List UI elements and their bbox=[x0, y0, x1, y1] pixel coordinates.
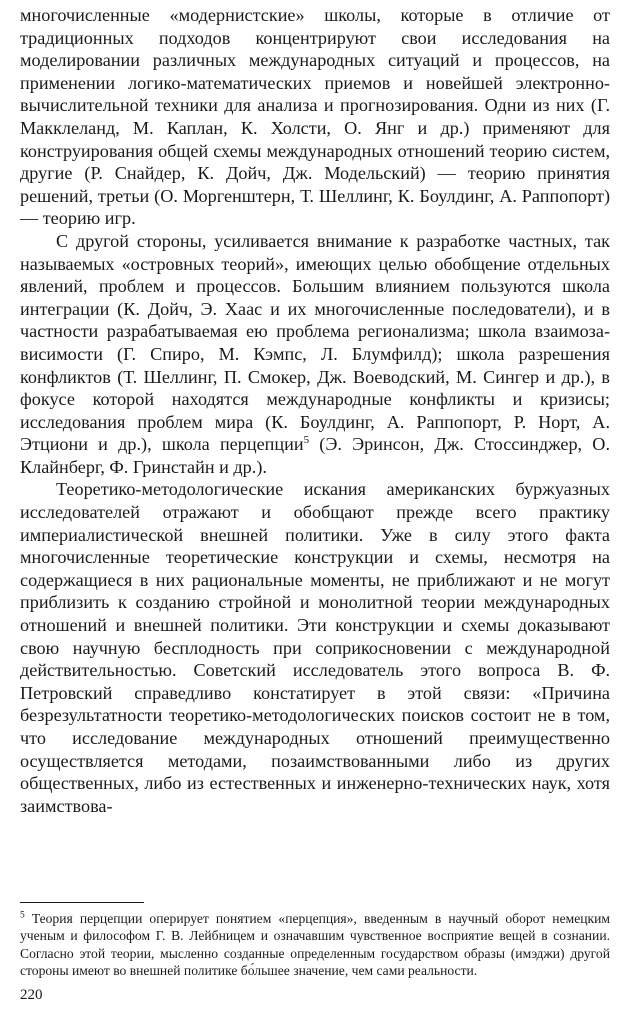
paragraph-2-text: С другой стороны, усиливается внимание к разработке частных, так называемых «островных теорий», имеющих целью обобщение отдельных явлений, проблем и процессов. Большим влиянием пользуются школа интеграции (К. Дойч, Э. Хаас и их многочисленные последователи), и в частности разрабатываемая ею проблема регионализма; школа взаимозависимости (Г. Спиро, М. Кэмпс, Л. Блумфилд); школа разрешения конфликтов (Т. Шеллинг, П. Смокер, Дж. Воеводский, М. Сингер и др.), в фокусе которой находятся международные конфликты и кризисы; исследования проблем мира (К. Боулдинг, А. Раппопорт, Р. Норт, А. Этциони и др.), школа перцепции bbox=[20, 230, 610, 455]
page-body bbox=[20, 4, 610, 817]
page-number: 220 bbox=[20, 987, 43, 1003]
footnote-reference[interactable]: 5 bbox=[303, 434, 310, 447]
footnote-divider bbox=[20, 902, 144, 903]
paragraph-2 bbox=[20, 230, 610, 479]
paragraph-3: Теоретико-методологические искания американских буржуазных исследователей отражают и обобщают прежде всего практику империалистической внешней политики. Уже в силу этого факта многочисленные теоретические конструкции и схемы, несмотря на содержащиеся в них рациональные моменты, не приближают и не могут приблизить к созданию стройной и монолитной теории международных отношений и внешней политики. Эти конструкции и схемы доказывают свою научную бесплодность при соприкосновении с международной действительностью. Советский исследователь этого вопроса В. Ф. Петровский справедливо констатирует в этой связи: «Причина безрезультатности теоретико-методологических поисков состоит не в том, что исследование международных отношений преимущественно осуществляется методами, позаимствованными либо из других общественных, либо из естественных и инженерно-технических наук, хотя заимствова- bbox=[20, 479, 610, 816]
footnote-mark: 5 bbox=[20, 910, 25, 921]
paragraph-2-text-end: (Э. Эринсон, Дж. Стоссинджер, О. Клайнберг, Ф. Гринстайн и др.). bbox=[20, 434, 610, 477]
footnote-text: Теория перцепции оперирует понятием «перцепция», введенным в научный оборот немецким ученым и философом Г. В. Лейбницем и означавшим чувственное восприятие вещей в сознании. Согласно этой теории, мысленно созданные определенным государством образы (имэджи) другой стороны имеют во внешней политике бо́льшее значение, чем сами реальности. bbox=[20, 911, 610, 979]
paragraph-1: многочисленные «модернистские» школы, которые в отличие от традиционных подходов концентрируют свои исследования на моделировании различных международных ситуаций и процессов, на применении логико-математических приемов и новейшей электронно-вычислительной техники для анализа и прогнозирования. Одни из них (Г. Макклеланд, М. Каплан, К. Холсти, О. Янг и др.) применяют для конструирования общей схемы международных отношений теорию систем, другие (Р. Снайдер, К. Дойч, Дж. Модельский) — теорию принятия решений, третьи (О. Моргенштерн, Т. Шеллинг, К. Боулдинг, А. Раппопорт) — теорию игр. bbox=[20, 5, 610, 229]
footnote bbox=[20, 910, 610, 980]
